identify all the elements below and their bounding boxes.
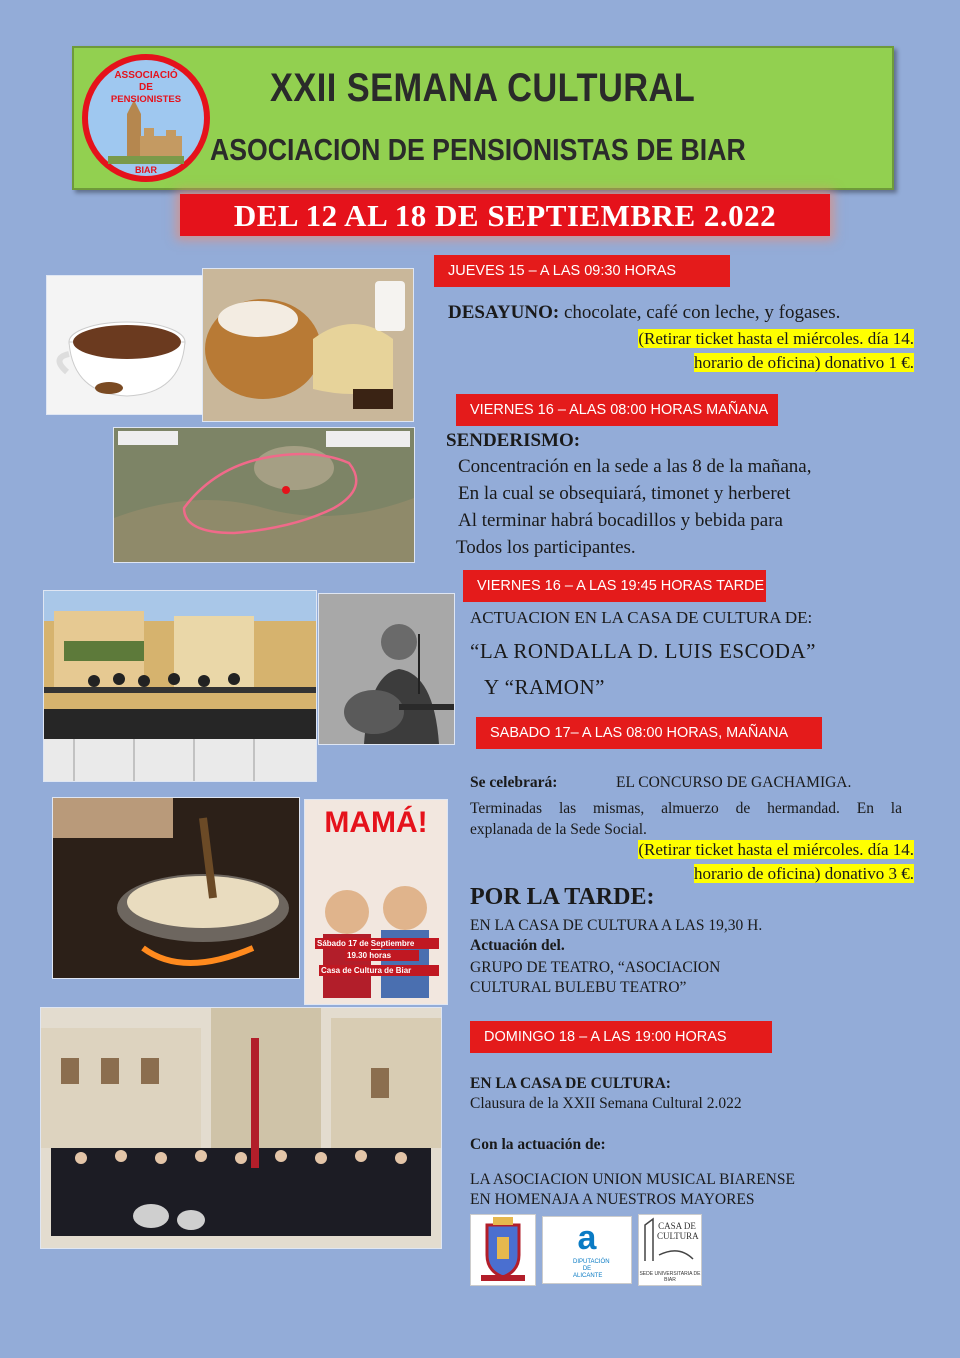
- tag-domingo: DOMINGO 18 – A LAS 19:00 HORAS: [470, 1021, 772, 1053]
- poster-mama-theatre: [304, 799, 448, 1005]
- tag-sabado: SABADO 17– A LAS 08:00 HORAS, MAÑANA: [476, 717, 822, 749]
- desayuno-note-1: (Retirar ticket hasta el miércoles. día 14.: [638, 329, 914, 348]
- desayuno-description: chocolate, café con leche, y fogases.: [559, 302, 841, 323]
- photo-fogasa-bread: [202, 268, 414, 422]
- rondalla-intro: ACTUACION EN LA CASA DE CULTURA DE:: [470, 608, 813, 627]
- sabado-event: EL CONCURSO DE GACHAMIGA.: [616, 774, 852, 791]
- diputacion-logo-text: DIPUTACIÓN DE ALICANTE: [573, 1259, 610, 1279]
- tag-viernes-tarde: VIERNES 16 – A LAS 19:45 HORAS TARDE: [463, 570, 766, 602]
- photo-union-musical-band: [40, 1007, 442, 1249]
- main-subtitle: ASOCIACION DE PENSIONISTAS DE BIAR: [210, 132, 746, 167]
- casa-logo-subtitle: SEDE UNIVERSITARIA DE BIAR: [639, 1271, 701, 1283]
- poster-date: Sábado 17 de Septiembre: [315, 938, 439, 949]
- dates-banner: DEL 12 AL 18 DE SEPTIEMBRE 2.022: [180, 194, 830, 236]
- logo-text-1: ASSOCIACIÓ: [114, 70, 178, 81]
- domingo-line-3: Con la actuación de:: [470, 1136, 606, 1153]
- logo-text-4: BIAR: [135, 165, 157, 175]
- poster-time: 19.30 horas: [345, 950, 419, 961]
- senderismo-line-4: Todos los participantes.: [456, 537, 636, 558]
- photo-chocolate-cup: [46, 275, 206, 415]
- domingo-line-1: EN LA CASA DE CULTURA:: [470, 1075, 671, 1092]
- tag-viernes-manana: VIERNES 16 – ALAS 08:00 HORAS MAÑANA: [456, 394, 778, 426]
- diputacion-alicante-logo: [542, 1216, 632, 1284]
- tag-jueves: JUEVES 15 – A LAS 09:30 HORAS: [434, 255, 730, 287]
- association-logo: [80, 52, 212, 184]
- photo-ramon-guitar: [318, 593, 455, 745]
- desayuno-heading: DESAYUNO:: [448, 302, 560, 323]
- tarde-line-4: CULTURAL BULEBU TEATRO”: [470, 979, 687, 996]
- photo-gachamiga-pan: [52, 797, 300, 979]
- senderismo-line-3: Al terminar habrá bocadillos y bebida para: [458, 510, 783, 531]
- domingo-line-5: EN HOMENAJA A NUESTROS MAYORES: [470, 1191, 755, 1208]
- casa-de-cultura-logo: [638, 1214, 702, 1286]
- domingo-line-4: LA ASOCIACION UNION MUSICAL BIARENSE: [470, 1171, 795, 1188]
- senderismo-line-1: Concentración en la sede a las 8 de la mañana,: [458, 456, 812, 477]
- sabado-line-3: explanada de la Sede Social.: [470, 821, 647, 838]
- casa-logo-title: CASA DE CULTURA: [657, 1221, 699, 1241]
- tarde-line-3: GRUPO DE TEATRO, “ASOCIACION: [470, 959, 721, 976]
- logo-text-3: PENSIONISTES: [110, 94, 182, 105]
- rondalla-name: “LA RONDALLA D. LUIS ESCODA”: [470, 639, 816, 663]
- sabado-label: Se celebrará:: [470, 774, 558, 791]
- tarde-line-1: EN LA CASA DE CULTURA A LAS 19,30 H.: [470, 917, 763, 934]
- main-title: XXII SEMANA CULTURAL: [270, 66, 696, 110]
- photo-route-map: [113, 427, 415, 563]
- tarde-line-2: Actuación del.: [470, 937, 565, 954]
- logo-text-2: DE: [139, 82, 153, 93]
- senderismo-heading: SENDERISMO:: [446, 430, 581, 451]
- senderismo-line-2: En la cual se obsequiará, timonet y herberet: [458, 483, 791, 504]
- sabado-note-2: horario de oficina) donativo 3 €.: [694, 864, 914, 883]
- por-la-tarde-heading: POR LA TARDE:: [470, 884, 655, 910]
- domingo-line-2: Clausura de la XXII Semana Cultural 2.022: [470, 1095, 742, 1112]
- diputacion-logo-mark: a: [577, 1219, 597, 1257]
- ramon-name: Y “RAMON”: [484, 675, 605, 699]
- desayuno-note-2: horario de oficina) donativo 1 €.: [694, 353, 914, 372]
- sabado-line-2: Terminadas las mismas, almuerzo de hermandad. En la: [470, 800, 902, 817]
- poster-venue: Casa de Cultura de Biar: [319, 965, 439, 976]
- poster-title: MAMÁ!: [324, 806, 428, 839]
- photo-rondalla-stage: [43, 590, 317, 782]
- sabado-note-1: (Retirar ticket hasta el miércoles. día 14.: [638, 840, 914, 859]
- biar-coat-of-arms-logo: [470, 1214, 536, 1286]
